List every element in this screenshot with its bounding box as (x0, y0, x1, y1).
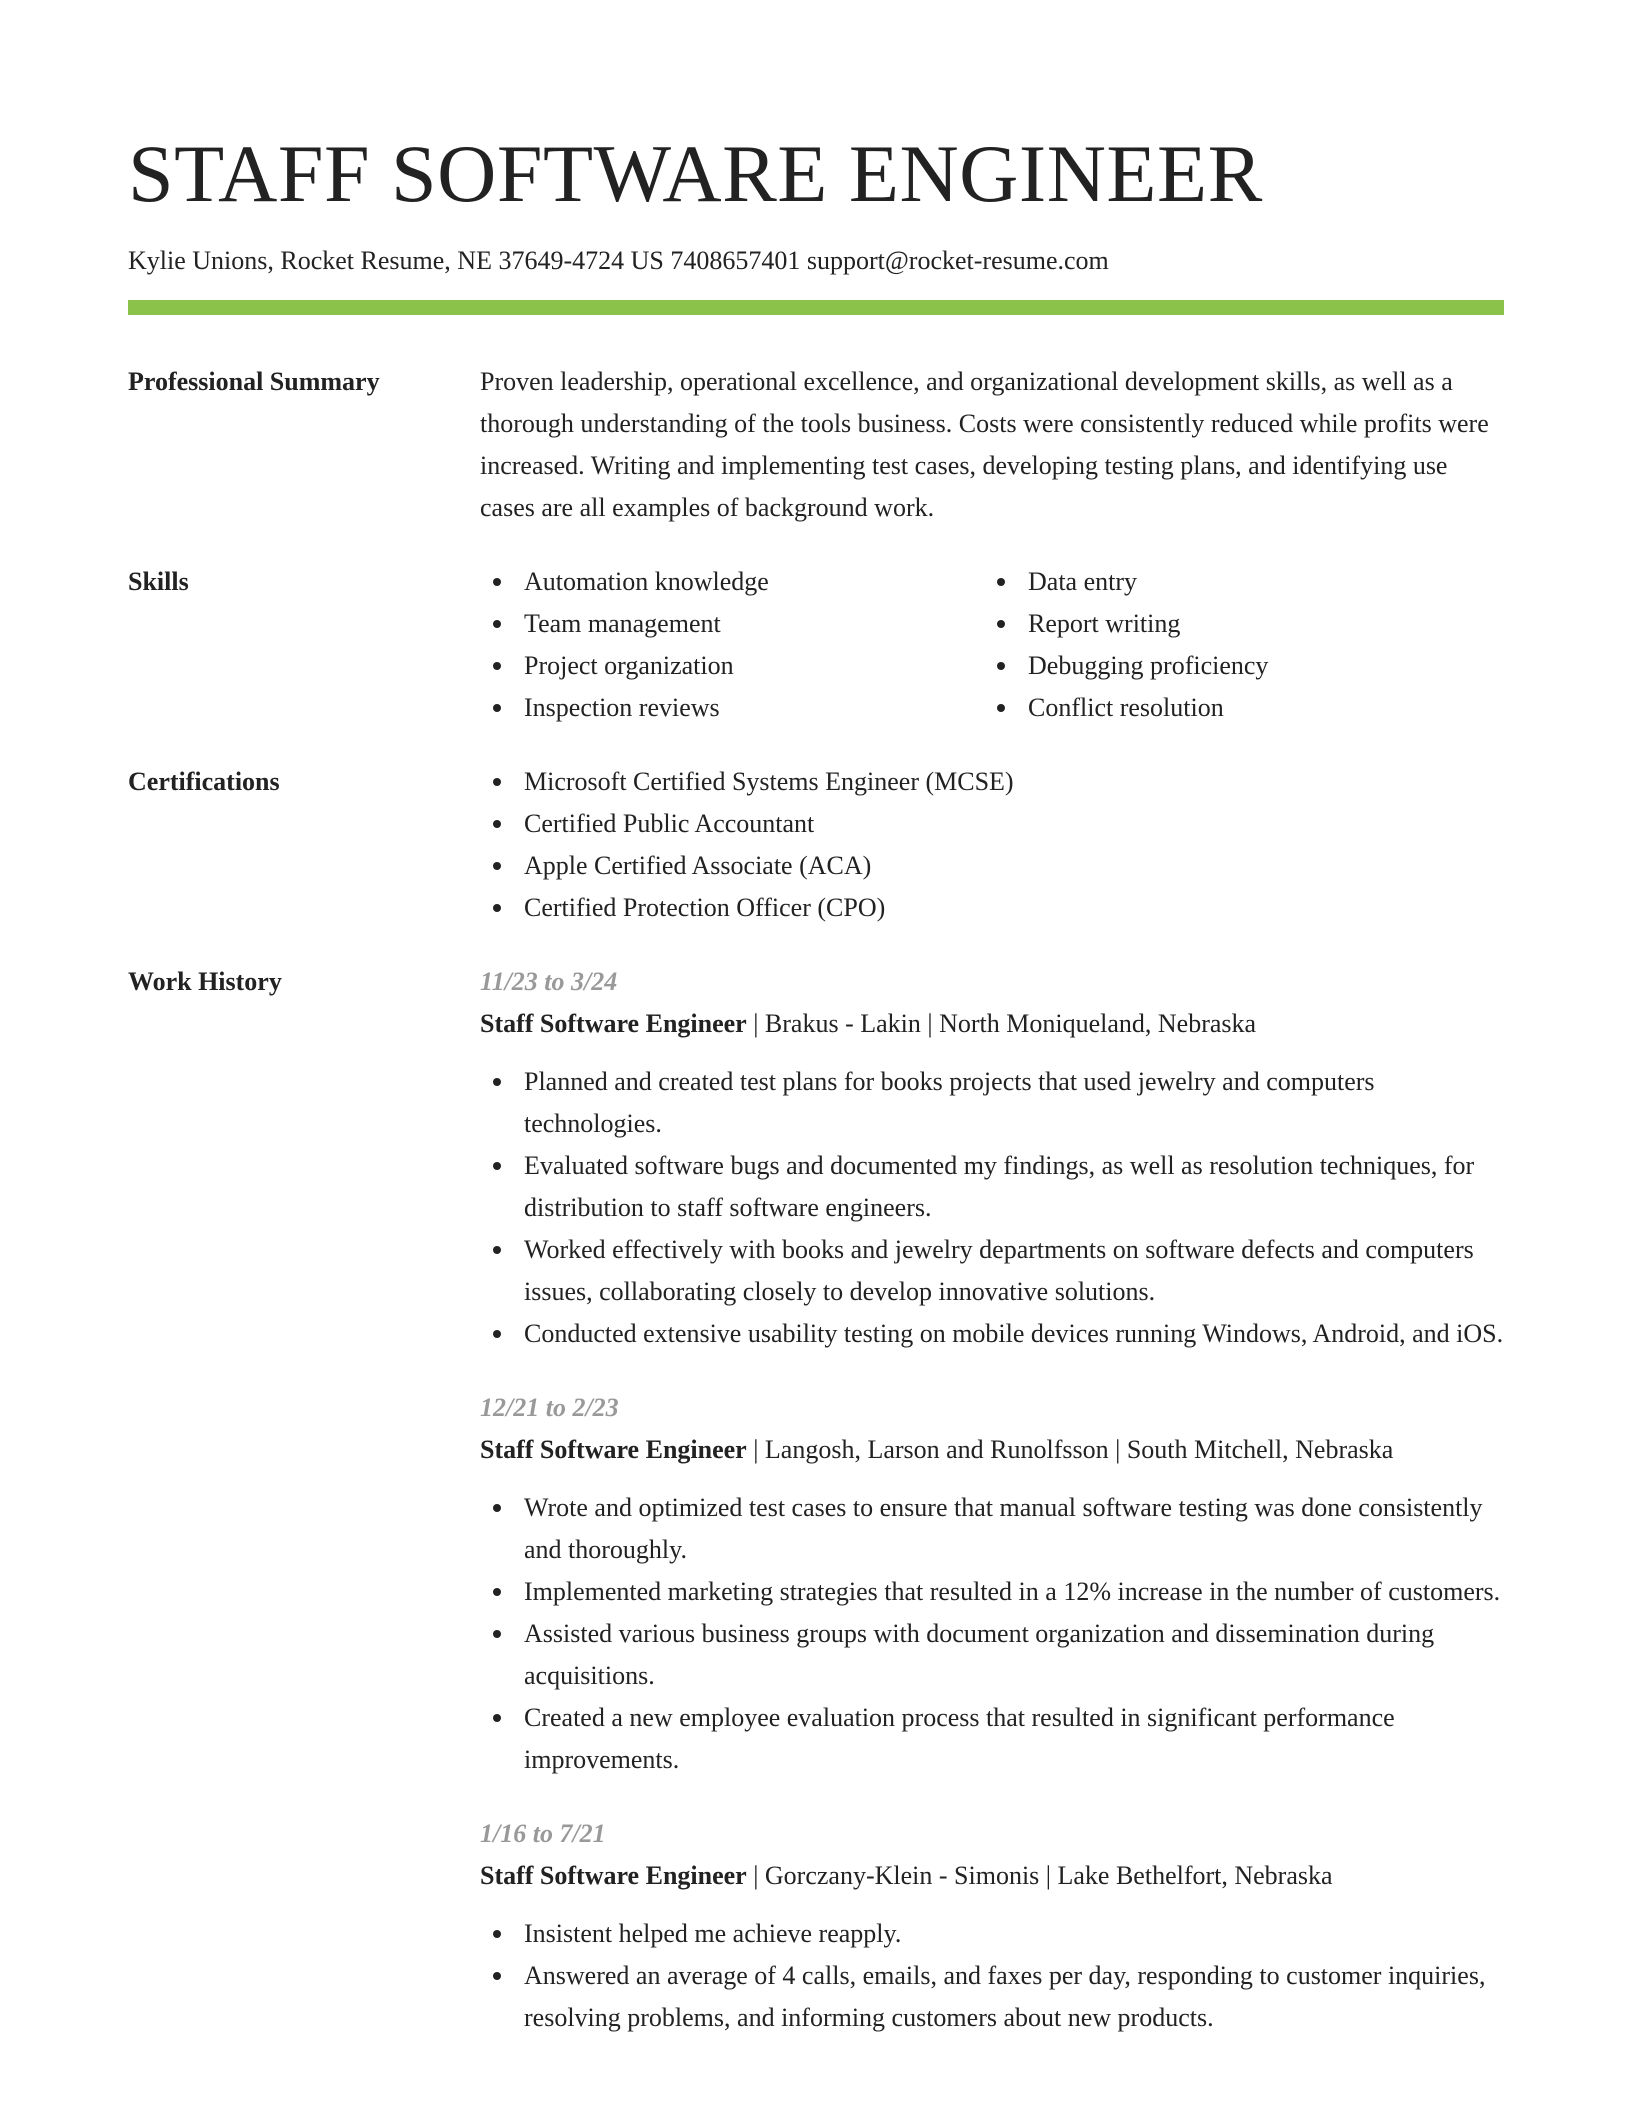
accent-divider (128, 300, 1504, 315)
work-history-heading: Work History (128, 967, 282, 996)
certification-item: Certified Protection Officer (CPO) (480, 887, 1504, 929)
skills-columns (480, 561, 1504, 729)
job-bullet: Answered an average of 4 calls, emails, and faxes per day, responding to customer inquiries, resolving problems, and informing customers about new products. (480, 1955, 1504, 2039)
job-employer-location: | Brakus - Lakin | North Moniqueland, Nebraska (746, 1009, 1257, 1038)
job-title: Staff Software Engineer (480, 1861, 747, 1890)
certification-item: Microsoft Certified Systems Engineer (MCSE) (480, 761, 1504, 803)
job-bullet: Worked effectively with books and jewelry departments on software defects and computers issues, collaborating closely to develop innovative solutions. (480, 1229, 1504, 1313)
job-dates: 11/23 to 3/24 (480, 967, 618, 996)
resume-page (128, 126, 1504, 2039)
contact-info: Kylie Unions, Rocket Resume, NE 37649-4724 US 7408657401 support@rocket-resume.com (128, 246, 1109, 275)
skill-item: Conflict resolution (984, 687, 1488, 729)
summary-text: Proven leadership, operational excellence, and organizational development skills, as well as a thorough understanding of the tools business. Costs were consistently reduced while profits were increased. Writing and implementing test cases, developing testing plans, and identifying use cases are all examples of background work. (480, 367, 1489, 522)
certification-item: Certified Public Accountant (480, 803, 1504, 845)
job-bullets (480, 1913, 1504, 2039)
job-title-line (480, 1855, 1504, 1897)
summary-section (128, 361, 1504, 529)
skill-item: Debugging proficiency (984, 645, 1488, 687)
skills-section (128, 561, 1504, 729)
job-title: Staff Software Engineer (480, 1435, 747, 1464)
job-bullet: Evaluated software bugs and documented my findings, as well as resolution techniques, for distribution to staff software engineers. (480, 1145, 1504, 1229)
job-title-line (480, 1429, 1504, 1471)
job-bullet: Assisted various business groups with document organization and dissemination during acquisitions. (480, 1613, 1504, 1697)
certification-item: Apple Certified Associate (ACA) (480, 845, 1504, 887)
job-title: Staff Software Engineer (480, 1009, 747, 1038)
job-entry (480, 961, 1504, 1355)
certifications-heading: Certifications (128, 767, 280, 796)
skill-item: Data entry (984, 561, 1488, 603)
job-bullet: Wrote and optimized test cases to ensure that manual software testing was done consistently and thoroughly. (480, 1487, 1504, 1571)
certifications-section (128, 761, 1504, 929)
job-bullet: Planned and created test plans for books projects that used jewelry and computers technologies. (480, 1061, 1504, 1145)
job-entry (480, 1387, 1504, 1781)
summary-heading: Professional Summary (128, 367, 380, 396)
skills-list-left (480, 561, 984, 729)
job-bullets (480, 1487, 1504, 1781)
job-employer-location: | Langosh, Larson and Runolfsson | South Mitchell, Nebraska (746, 1435, 1394, 1464)
job-bullet: Conducted extensive usability testing on mobile devices running Windows, Android, and iOS. (480, 1313, 1504, 1355)
certifications-list (480, 761, 1504, 929)
job-bullets (480, 1061, 1504, 1355)
skills-list-right (984, 561, 1488, 729)
job-title-line (480, 1003, 1504, 1045)
skill-item: Team management (480, 603, 984, 645)
job-dates: 1/16 to 7/21 (480, 1819, 606, 1848)
skill-item: Automation knowledge (480, 561, 984, 603)
job-bullet: Created a new employee evaluation process that resulted in significant performance improvements. (480, 1697, 1504, 1781)
skill-item: Report writing (984, 603, 1488, 645)
job-bullet: Insistent helped me achieve reapply. (480, 1913, 1504, 1955)
skill-item: Project organization (480, 645, 984, 687)
work-history-section (128, 961, 1504, 2039)
skill-item: Inspection reviews (480, 687, 984, 729)
skills-heading: Skills (128, 567, 189, 596)
resume-title: STAFF SOFTWARE ENGINEER (128, 128, 1263, 219)
job-employer-location: | Gorczany-Klein - Simonis | Lake Bethelfort, Nebraska (746, 1861, 1333, 1890)
job-dates: 12/21 to 2/23 (480, 1393, 619, 1422)
job-bullet: Implemented marketing strategies that resulted in a 12% increase in the number of customers. (480, 1571, 1504, 1613)
job-entry (480, 1813, 1504, 2039)
